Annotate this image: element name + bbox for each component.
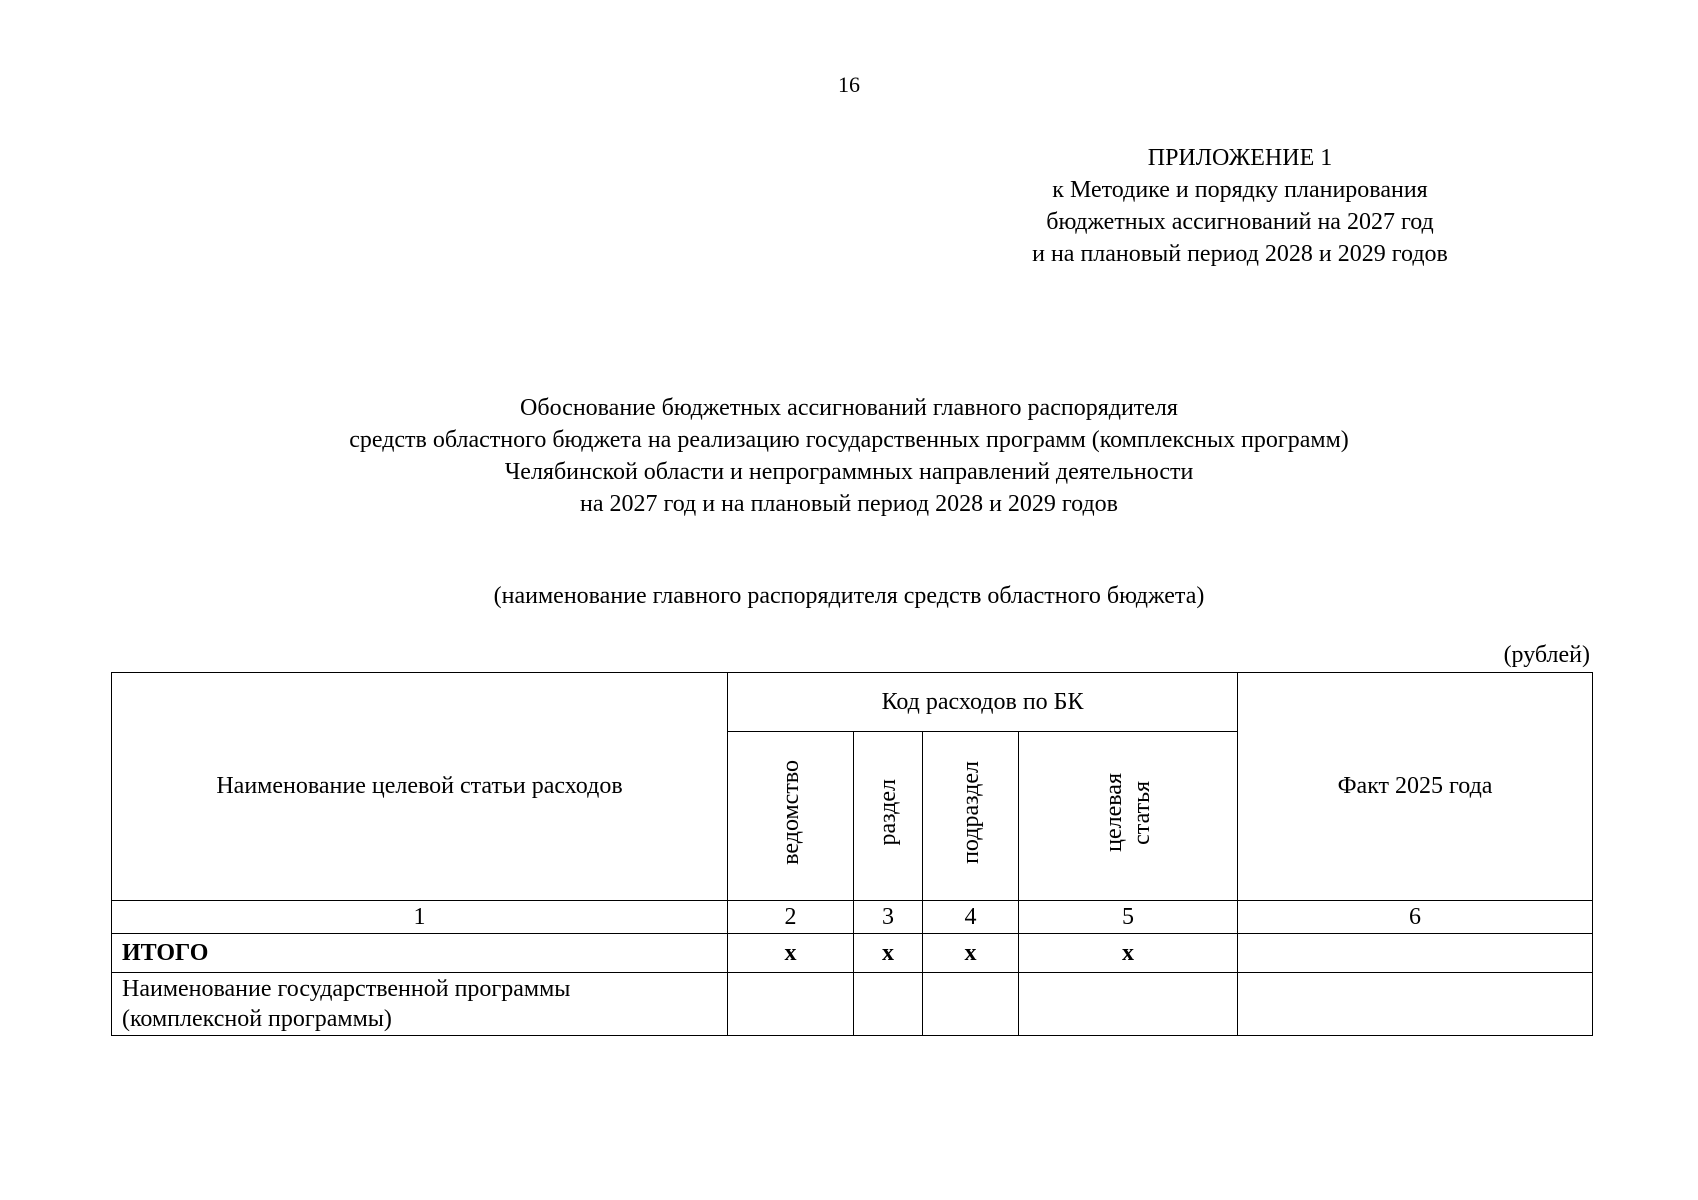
header-name-cell [112, 673, 728, 901]
total-razdel: х [854, 934, 923, 973]
header-vedomstvo-cell [728, 732, 854, 901]
table-header-row [112, 673, 1593, 732]
total-label: ИТОГО [112, 934, 728, 973]
header-vedomstvo-label: ведомство [777, 760, 804, 865]
program-podrazdel [923, 973, 1019, 1036]
header-celevaya-label [1100, 773, 1156, 852]
header-fact-label: Факт 2025 года [1337, 773, 1493, 799]
column-number: 1 [112, 901, 728, 934]
program-fact [1238, 973, 1593, 1036]
appendix-line: бюджетных ассигнований на 2027 год [1046, 209, 1434, 235]
total-podrazdel: х [923, 934, 1019, 973]
units-label: (рублей) [1503, 642, 1590, 668]
header-celevaya-line1: целевая [1101, 773, 1127, 852]
header-name-label: Наименование целевой статьи расходов [216, 773, 623, 799]
program-razdel [854, 973, 923, 1036]
title-line: на 2027 год и на плановый период 2028 и 2029 годов [579, 491, 1119, 517]
page-number: 16 [838, 72, 860, 97]
column-number: 5 [1019, 901, 1238, 934]
title-line: средств областного бюджета на реализацию государственных программ (комплексных программ) [349, 427, 1349, 453]
total-celevaya: х [1019, 934, 1238, 973]
program-celevaya [1019, 973, 1238, 1036]
header-podrazdel-label: подраздел [957, 761, 984, 864]
header-razdel-cell [854, 732, 923, 901]
column-number: 4 [923, 901, 1019, 934]
total-row [112, 934, 1593, 973]
document-title [0, 392, 1698, 520]
header-podrazdel-cell [923, 732, 1019, 901]
appendix-line: и на плановый период 2028 и 2029 годов [1032, 241, 1448, 267]
column-number-row [112, 901, 1593, 934]
appendix-line: ПРИЛОЖЕНИЕ 1 [1147, 145, 1333, 171]
program-label-line2: (комплексной программы) [122, 1006, 392, 1032]
program-vedomstvo [728, 973, 854, 1036]
header-fact-cell [1238, 673, 1593, 901]
total-vedomstvo: х [728, 934, 854, 973]
header-celevaya-cell [1019, 732, 1238, 901]
header-razdel-label: раздел [875, 779, 901, 846]
program-label-line1: Наименование государственной программы [122, 976, 571, 1002]
title-line: Челябинской области и непрограммных направлений деятельности [504, 459, 1194, 485]
title-line: Обоснование бюджетных ассигнований главного распорядителя [520, 395, 1178, 421]
org-name-caption: (наименование главного распорядителя средств областного бюджета) [493, 583, 1205, 609]
appendix-heading [960, 142, 1520, 270]
header-celevaya-line2: статья [1129, 780, 1155, 845]
column-number: 6 [1238, 901, 1593, 934]
header-code-group [728, 673, 1238, 732]
program-row [112, 973, 1593, 1036]
column-number: 3 [854, 901, 923, 934]
budget-table [111, 672, 1593, 1036]
column-number: 2 [728, 901, 854, 934]
program-label [112, 973, 728, 1036]
header-code-group-label: Код расходов по БК [881, 688, 1084, 715]
total-fact [1238, 934, 1593, 973]
appendix-line: к Методике и порядку планирования [1052, 177, 1428, 203]
